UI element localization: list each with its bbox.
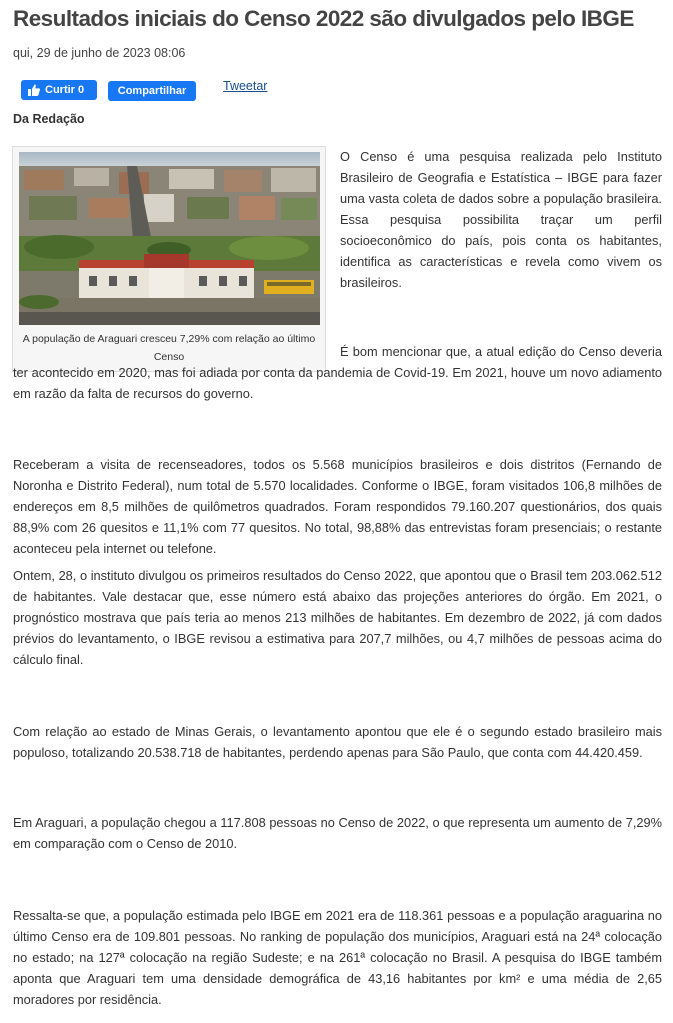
tweet-link[interactable]: Tweetar [223,79,268,93]
article-date: qui, 29 de junho de 2023 08:06 [13,46,186,60]
facebook-share-button[interactable]: Compartilhar [108,81,196,101]
aerial-city-photo [19,152,320,325]
article-paragraph: Com relação ao estado de Minas Gerais, o levantamento apontou que ele é o segundo estado brasileiro mais populoso, totalizando 20.538.718 de habitantes, perdendo apenas para São Paulo, que conta com 44.420.459. [13,724,662,760]
figure-caption: A população de Araguari cresceu 7,29% com relação ao último Censo [22,333,316,363]
like-button-label: Curtir 0 [45,84,85,96]
article-paragraph: Em Araguari, a população chegou a 117.808 pessoas no Censo de 2022, o que representa um aumento de 7,29% em comparação com o Censo de 2010. [13,815,662,851]
article-paragraph: Ontem, 28, o instituto divulgou os primeiros resultados do Censo 2022, que apontou que o Brasil tem 203.062.512 de habitantes. Vale destacar que, esse número está abaixo das projeções anteriores do órgão. Em 2021, o prognóstico mostrava que país teria ao menos 213 milhões de habitantes. Em dezembro de 2022, já com dados prévios do levantamento, o IBGE revisou a estimativa para 207,7 milhões, ou 4,7 milhões de pessoas acima do cálculo final. [13,568,662,667]
article-paragraph: Receberam a visita de recenseadores, todos os 5.568 municípios brasileiros e dois distritos (Fernando de Noronha e Distrito Federal), num total de 5.570 localidades. Conforme o IBGE, foram visitados 106,8 milhões de endereços em 8,5 milhões de quilômetros quadrados. Foram respondidos 79.160.207 questionários, dos quais 88,9% com 26 quesitos e 11,1% com 77 quesitos. No total, 98,88% das entrevistas foram presenciais; o restante aconteceu pela internet ou telefone. [13,457,662,556]
article-paragraph: É bom mencionar que, a atual edição do Censo deveria ter acontecido em 2020, mas foi adiada por conta da pandemia de Covid-19. Em 2021, houve um novo adiamento em razão da falta de recursos do governo. [13,344,662,401]
facebook-like-button[interactable] [21,80,97,100]
article-paragraph: O Censo é uma pesquisa realizada pelo Instituto Brasileiro de Geografia e Estatística – IBGE para fazer uma vasta coleta de dados sobre a população brasileira. Essa pesquisa possibilita traçar um perfil socioeconômico do país, pois conta os habitantes, identifica as características e revela como vivem os brasileiros. [340,149,662,290]
article-paragraph: Ressalta-se que, a população estimada pelo IBGE em 2021 era de 118.361 pessoas e a população araguarina no último Censo era de 109.801 pessoas. No ranking de população dos municípios, Araguari está na 24ª colocação no estado; na 127ª colocação na região Sudeste; e na 261ª colocação no Brasil. A pesquisa do IBGE também aponta que Araguari tem uma densidade demográfica de 43,16 habitantes por km² e uma média de 2,65 moradores por residência. [13,908,662,1007]
thumbs-up-icon [28,84,40,96]
article-title: Resultados iniciais do Censo 2022 são divulgados pelo IBGE [13,6,634,31]
article-figure [12,146,326,372]
article-byline: Da Redação [13,112,85,126]
